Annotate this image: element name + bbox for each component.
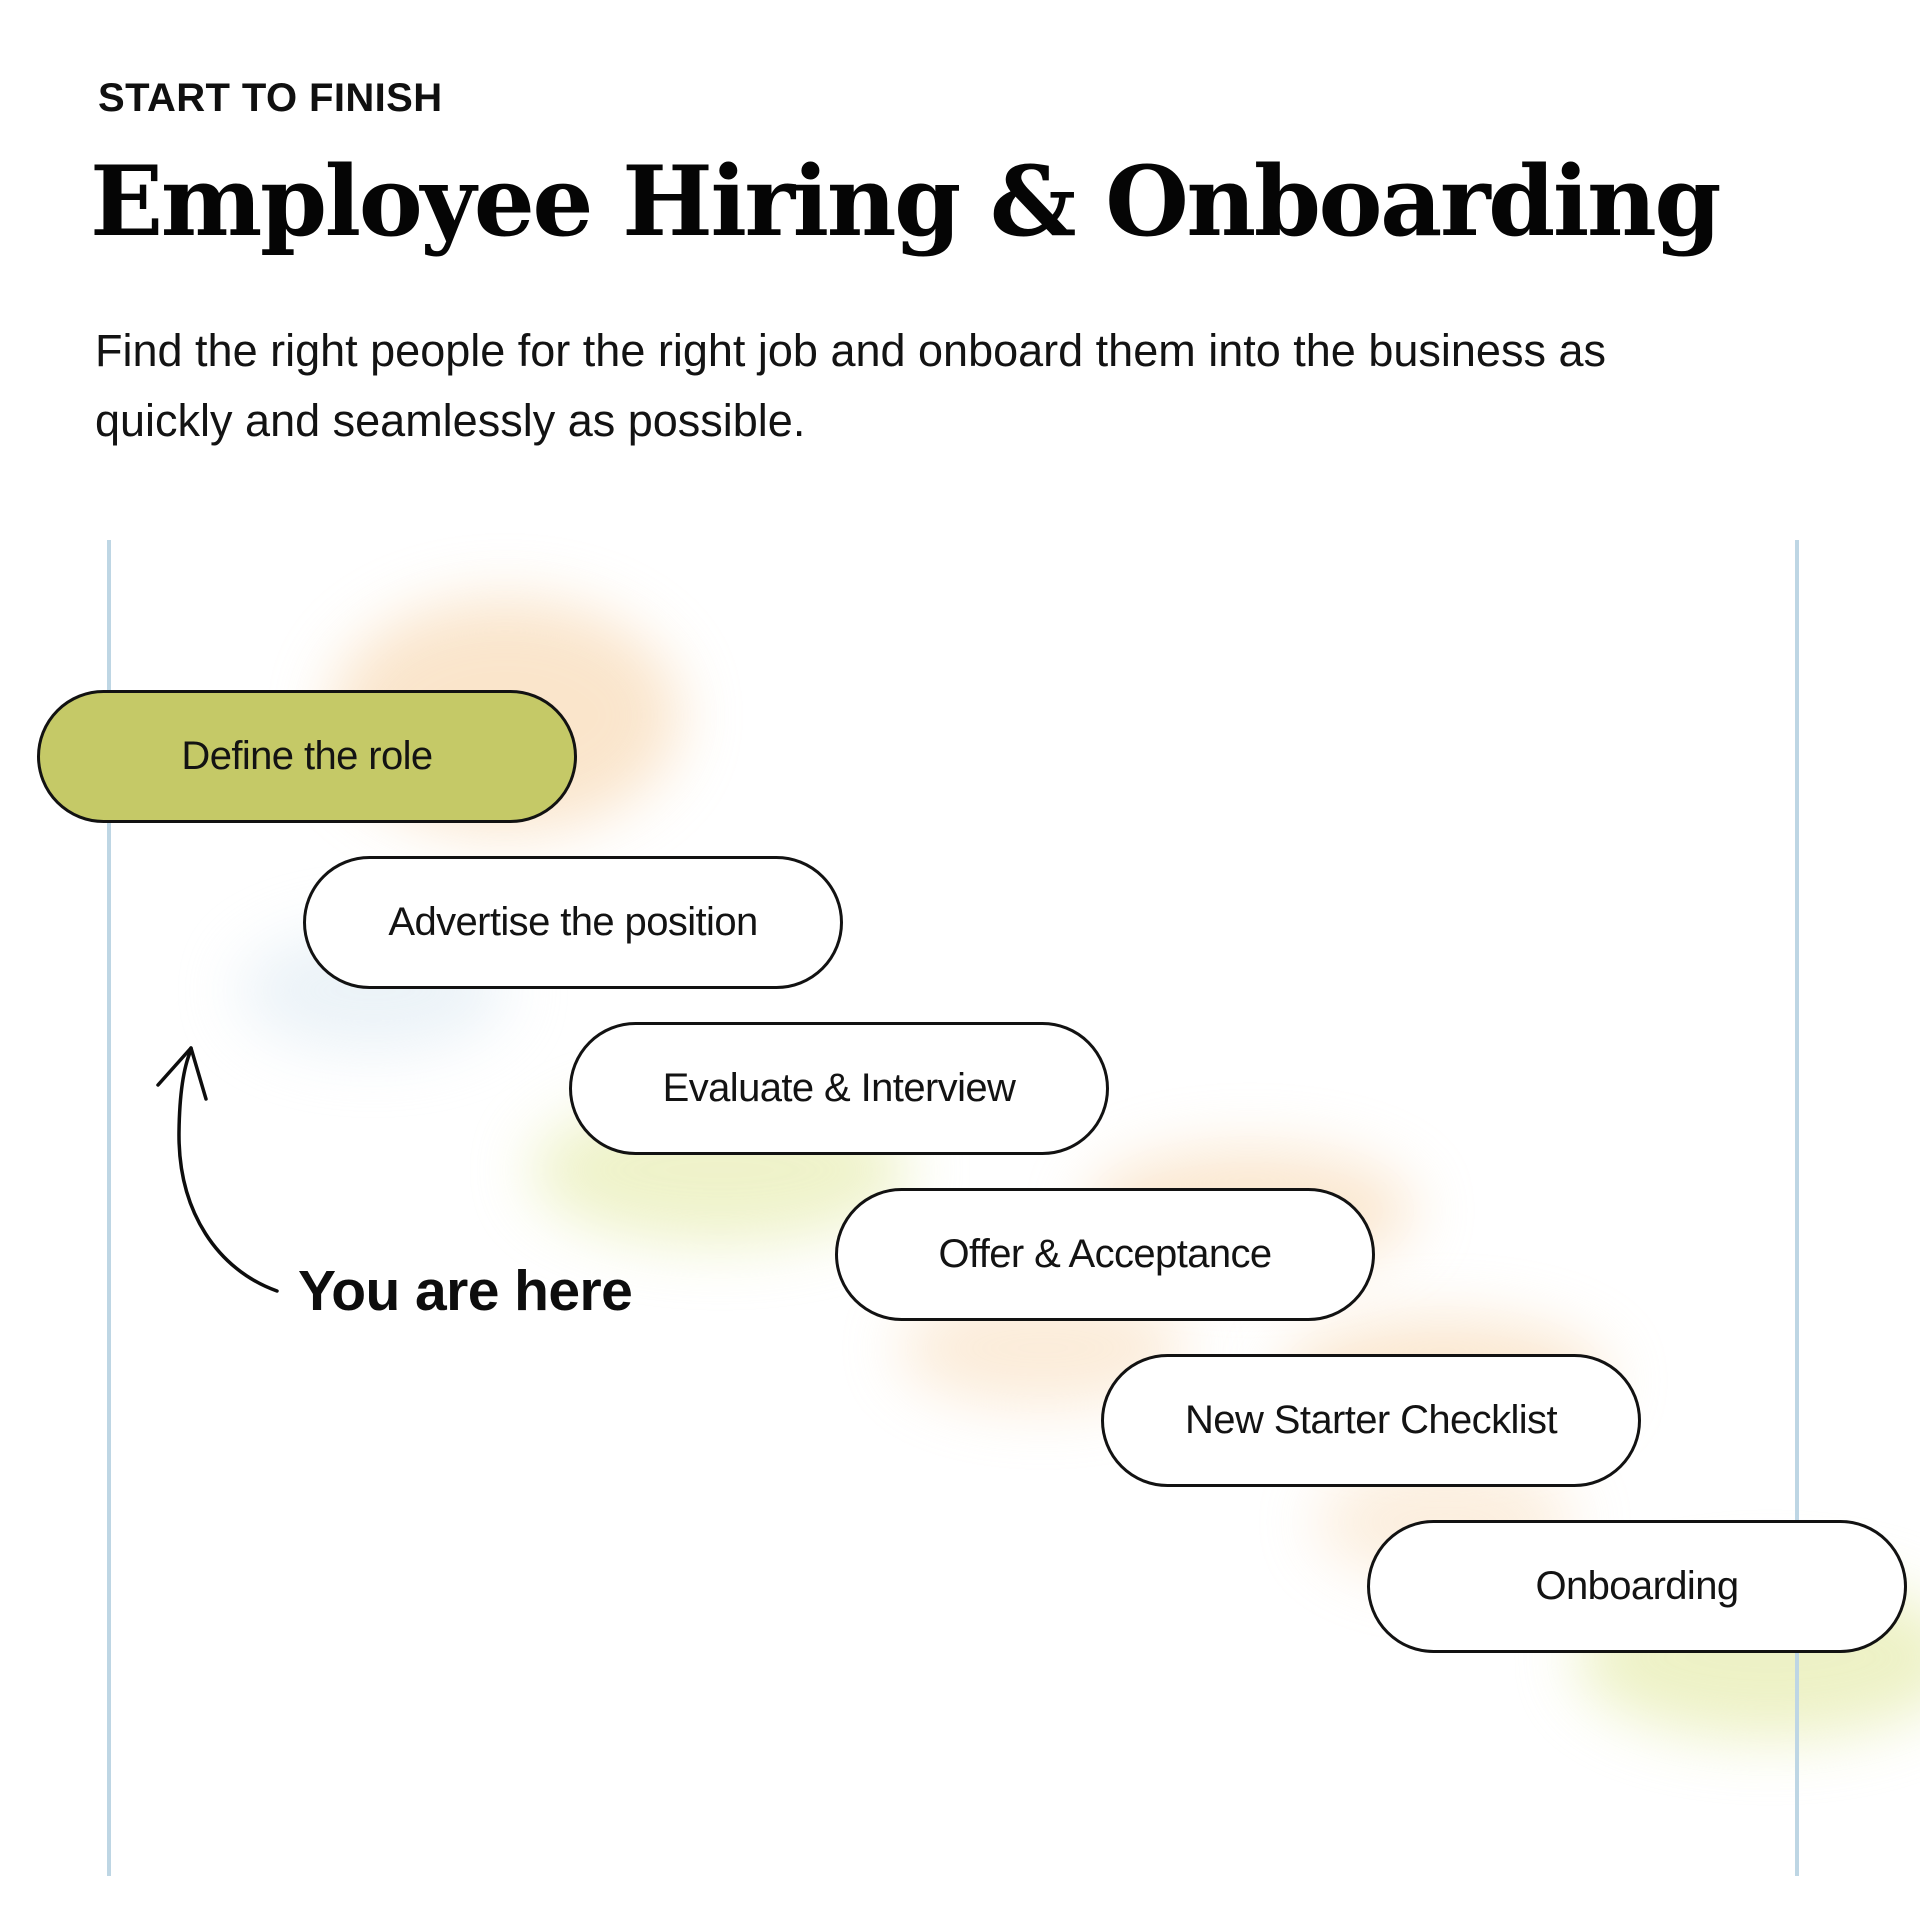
eyebrow-label: START TO FINISH [98,76,443,120]
subtitle-line-1: Find the right people for the right job and onboard them into the business as [95,325,1606,376]
you-are-here-label: You are here [298,1259,633,1323]
step-label: Offer & Acceptance [938,1232,1272,1276]
step-pill-4 [835,1188,1375,1321]
step-label: Advertise the position [388,900,758,944]
step-label: Evaluate & Interview [662,1066,1016,1110]
step-label: Define the role [181,734,433,778]
step-pill-5 [1101,1354,1641,1487]
subtitle [95,316,1606,456]
step-pill-1 [37,690,577,823]
step-pill-2 [303,856,843,989]
subtitle-line-2: quickly and seamlessly as possible. [95,395,806,446]
step-pill-6 [1367,1520,1907,1653]
step-pill-3 [569,1022,1109,1155]
step-label: New Starter Checklist [1185,1398,1557,1442]
page-title: Employee Hiring & Onboarding [90,145,1720,258]
timeline-guide-end [1795,540,1799,1876]
step-label: Onboarding [1535,1564,1739,1608]
